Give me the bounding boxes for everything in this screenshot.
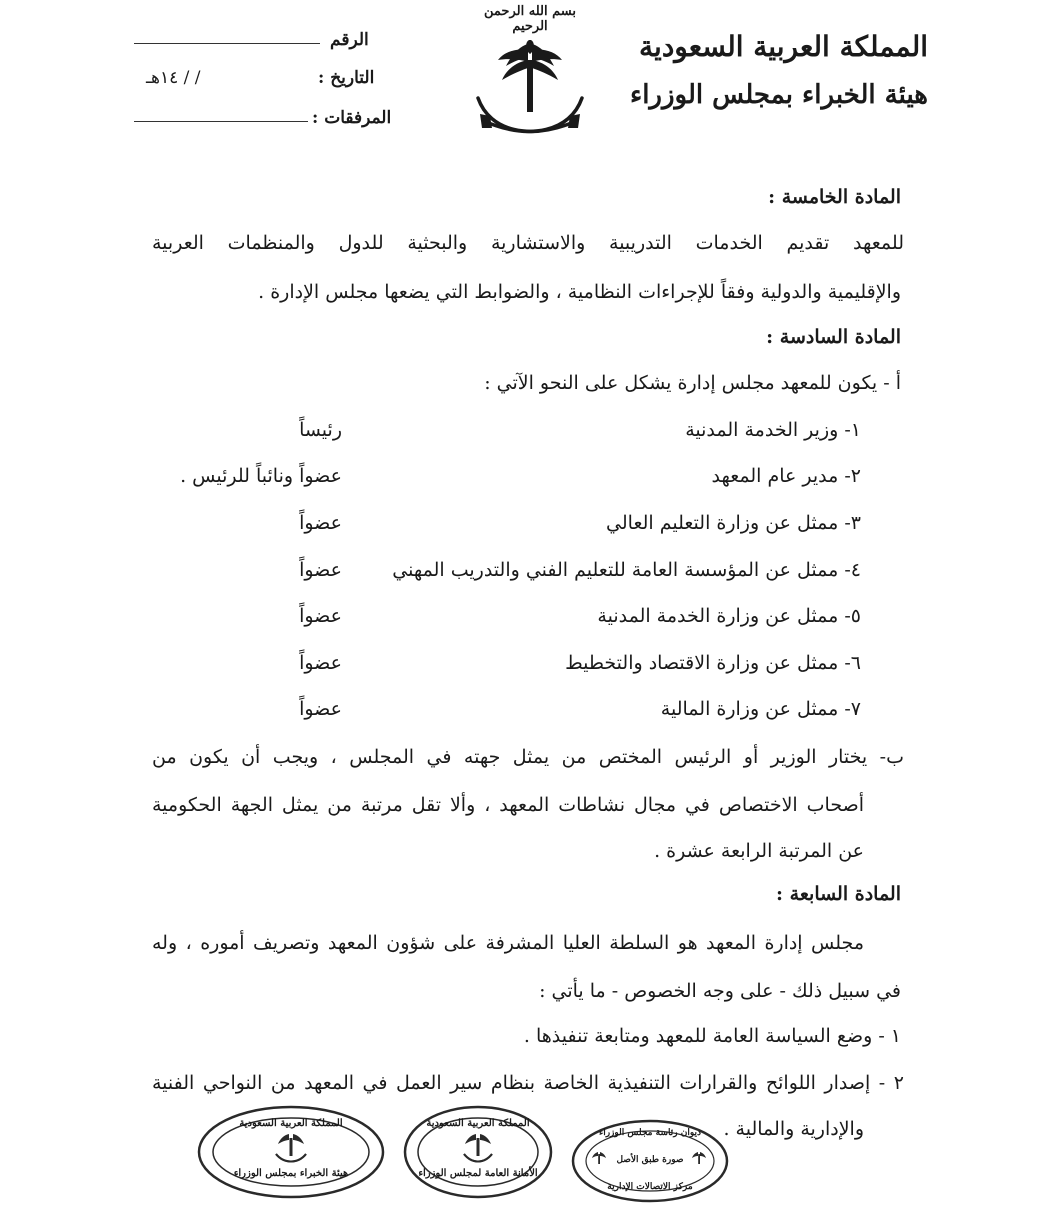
number-label: الرقم (330, 30, 369, 50)
member-7-name: ٧- ممثل عن وزارة المالية (660, 698, 861, 720)
member-4-role: عضواً (299, 559, 342, 581)
article-6-para-b-line-3: عن المرتبة الرابعة عشرة . (654, 840, 864, 862)
article-6-heading: المادة السادسة : (766, 326, 901, 348)
member-4-name: ٤- ممثل عن المؤسسة العامة للتعليم الفني والتدريب المهني (392, 559, 861, 581)
basmala: بسم الله الرحمن الرحيم (484, 4, 576, 34)
member-2-name: ٢- مدير عام المعهد (711, 465, 861, 487)
article-6-para-b-line-1: ب- يختار الوزير أو الرئيس المختص من يمثل جهته في المجلس ، ويجب أن يكون من (152, 746, 904, 768)
member-3-role: عضواً (299, 512, 342, 534)
attachments-field-line (134, 121, 308, 122)
article-7-heading: المادة السابعة : (776, 883, 901, 905)
article-7-item-2-line-2: والإدارية والمالية . (723, 1118, 864, 1140)
article-7-item-1: ١ - وضع السياسة العامة للمعهد ومتابعة تنفيذها . (523, 1025, 901, 1047)
article-5-heading: المادة الخامسة : (768, 186, 901, 208)
article-5-line-2: والإقليمية والدولية وفقاً للإجراءات النظامية ، والضوابط التي يضعها مجلس الإدارة . (258, 281, 901, 303)
date-label: التاريخ : (318, 68, 375, 88)
article-7-line-1: مجلس إدارة المعهد هو السلطة العليا المشرفة على شؤون المعهد وتصريف أموره ، وله (152, 932, 864, 954)
member-6-role: عضواً (299, 652, 342, 674)
member-1-role: رئيساً (299, 419, 342, 441)
stamp-2-top-text: المملكة العربية السعودية (426, 1118, 530, 1129)
stamp-1-bottom-text: هيئة الخبراء بمجلس الوزراء (233, 1168, 349, 1179)
member-2-role: عضواً ونائباً للرئيس . (180, 465, 342, 487)
palm-swords-emblem-icon (470, 36, 590, 152)
kingdom-title: المملكة العربية السعودية (639, 30, 928, 63)
date-value: / / ١٤هـ (146, 68, 201, 88)
stamp-3-top-text: ديوان رئاسة مجلس الوزراء (598, 1128, 702, 1138)
article-6-para-b-line-2: أصحاب الاختصاص في مجال نشاطات المعهد ، وألا تقل مرتبة من يمثل الجهة الحكومية (152, 794, 864, 816)
member-5-name: ٥- ممثل عن وزارة الخدمة المدنية (597, 605, 861, 627)
article-7-line-2: في سبيل ذلك - على وجه الخصوص - ما يأتي : (539, 980, 901, 1002)
stamp-3-middle-text: صورة طبق الأصل (616, 1155, 684, 1165)
member-7-role: عضواً (299, 698, 342, 720)
number-field-line (134, 43, 320, 44)
stamp-2-bottom-text: الأمانة العامة لمجلس الوزراء (418, 1168, 538, 1179)
authority-title: هيئة الخبراء بمجلس الوزراء (629, 80, 928, 110)
member-1-name: ١- وزير الخدمة المدنية (685, 419, 861, 441)
member-6-name: ٦- ممثل عن وزارة الاقتصاد والتخطيط (565, 652, 861, 674)
article-7-item-2-line-1: ٢ - إصدار اللوائح والقرارات التنفيذية الخاصة بنظام سير العمل في المعهد من النواحي الفنية (152, 1072, 904, 1094)
member-3-name: ٣- ممثل عن وزارة التعليم العالي (606, 512, 861, 534)
attachments-label: المرفقات : (312, 108, 392, 128)
article-6-intro: أ - يكون للمعهد مجلس إدارة يشكل على النحو الآتي : (484, 372, 901, 394)
member-5-role: عضواً (299, 605, 342, 627)
stamp-3-bottom-text: مركز الاتصالات الإدارية (607, 1182, 693, 1192)
stamp-1-top-text: المملكة العربية السعودية (239, 1118, 343, 1129)
article-5-line-1: للمعهد تقديم الخدمات التدريبية والاستشارية والبحثية للدول والمنظمات العربية (152, 232, 904, 254)
